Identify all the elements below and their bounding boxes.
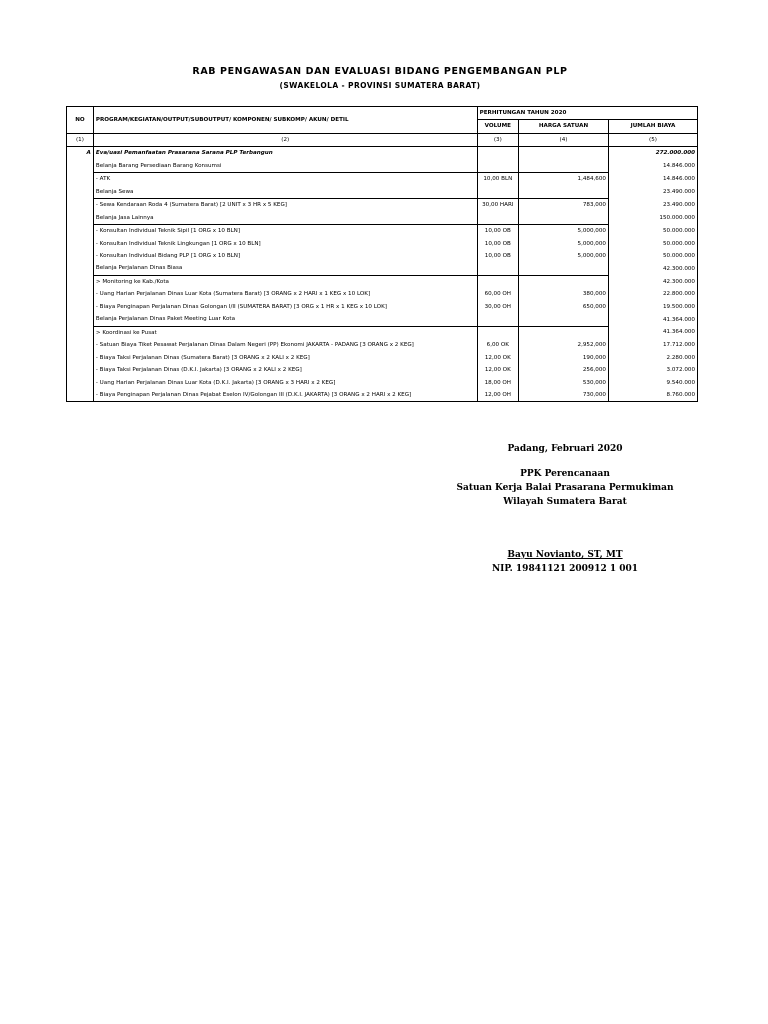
table-row [67,186,698,199]
cell-vol: 12,00 OK [477,352,518,364]
cell-jumlah: 9.540.000 [608,377,697,389]
cell-no [67,339,94,351]
cell-desc: - Konsultan Individual Teknik Lingkungan [1 ORG x 10 BLN] [93,238,477,250]
cell-harga: 190,000 [519,352,609,364]
cell-no [67,389,94,402]
cell-jumlah: 19.500.000 [608,301,697,313]
cell-vol: 10,00 OB [477,238,518,250]
index-cell: (3) [477,133,518,146]
cell-no [67,238,94,250]
table-row [67,147,698,160]
cell-vol: 60,00 OH [477,288,518,300]
table-row [67,238,698,250]
cell-no: A [67,147,94,160]
index-cell: (1) [67,133,94,146]
header-jumlah: JUMLAH BIAYA [608,120,697,133]
cell-no [67,377,94,389]
cell-no [67,160,94,173]
cell-desc: - Biaya Penginapan Perjalanan Dinas Pejabat Eselon IV/Golongan III (D.K.I. JAKARTA) [3 ORANG x 2 HARI x 2 KEG] [93,389,477,402]
cell-vol [477,326,518,339]
cell-vol: 6,00 OK [477,339,518,351]
cell-vol: 10,00 BLN [477,173,518,186]
cell-jumlah: 14.846.000 [608,173,697,186]
cell-jumlah: 41.364.000 [608,313,697,326]
cell-desc: - Biaya Taksi Perjalanan Dinas (D.K.I. Jakarta) [3 ORANG x 2 KALI x 2 KEG] [93,364,477,376]
table-row [67,364,698,376]
table-row [67,160,698,173]
document-title: RAB PENGAWASAN DAN EVALUASI BIDANG PENGEMBANGAN PLP [192,66,568,77]
cell-no [67,326,94,339]
cell-no [67,364,94,376]
table-row [67,199,698,212]
document-subtitle: (SWAKELOLA - PROVINSI SUMATERA BARAT) [279,81,481,90]
header-volume: VOLUME [477,120,518,133]
cell-jumlah: 3.072.000 [608,364,697,376]
cell-harga [519,212,609,225]
signature-place-date: Padang, Februari 2020 [507,444,623,454]
cell-desc: - Uang Harian Perjalanan Dinas Luar Kota (D.K.I. Jakarta) [3 ORANG x 3 HARI x 2 KEG] [93,377,477,389]
cell-desc: - Konsultan Individual Bidang PLP [1 ORG x 10 BLN] [93,250,477,262]
cell-desc: Belanja Sewa [93,186,477,199]
signature-region: Wilayah Sumatera Barat [503,497,627,507]
cell-harga: 5,000,000 [519,250,609,262]
cell-desc: - ATK [93,173,477,186]
cell-desc: - Uang Harian Perjalanan Dinas Luar Kota (Sumatera Barat) [3 ORANG x 2 HARI x 1 KEG x 10 LOK] [93,288,477,300]
signature-unit: Satuan Kerja Balai Prasarana Permukiman [456,483,674,493]
table-row [67,377,698,389]
cell-jumlah: 8.760.000 [608,389,697,402]
cell-vol: 12,00 OK [477,364,518,376]
cell-harga: 730,000 [519,389,609,402]
header-no: NO [67,107,94,134]
cell-desc: - Konsultan Individual Teknik Sipil [1 ORG x 10 BLN] [93,225,477,238]
cell-no [67,250,94,262]
signature-position: PPK Perencanaan [520,469,610,479]
cell-vol [477,160,518,173]
cell-desc: > Koordinasi ke Pusat [93,326,477,339]
cell-desc: Belanja Perjalanan Dinas Biasa [93,262,477,275]
cell-jumlah: 50.000.000 [608,250,697,262]
cell-vol: 18,00 OH [477,377,518,389]
cell-vol [477,186,518,199]
table-row [67,262,698,275]
cell-jumlah: 50.000.000 [608,225,697,238]
cell-jumlah: 23.490.000 [608,186,697,199]
cell-harga [519,147,609,160]
cell-no [67,275,94,288]
table-row [67,313,698,326]
cell-desc: Belanja Perjalanan Dinas Paket Meeting Luar Kota [93,313,477,326]
cell-desc: Belanja Barang Persediaan Barang Konsumsi [93,160,477,173]
cell-desc: > Monitoring ke Kab./Kota [93,275,477,288]
table-row [67,225,698,238]
cell-desc: - Biaya Taksi Perjalanan Dinas (Sumatera Barat) [3 ORANG x 2 KALI x 2 KEG] [93,352,477,364]
cell-no [67,262,94,275]
cell-no [67,212,94,225]
cell-vol [477,147,518,160]
cell-harga [519,313,609,326]
cell-desc: Eva/uasi Pemanfaatan Prasarana Sarana PLP Terbangun [93,147,477,160]
cell-harga [519,262,609,275]
cell-vol [477,313,518,326]
cell-harga: 380,000 [519,288,609,300]
cell-jumlah: 42.300.000 [608,275,697,288]
cell-jumlah: 272.000.000 [608,147,697,160]
table-row [67,326,698,339]
cell-jumlah: 41.364.000 [608,326,697,339]
header-harga: HARGA SATUAN [519,120,609,133]
cell-jumlah: 22.800.000 [608,288,697,300]
cell-no [67,313,94,326]
cell-harga: 650,000 [519,301,609,313]
cell-jumlah: 2.280.000 [608,352,697,364]
table-row [67,339,698,351]
cell-harga: 783,000 [519,199,609,212]
cell-harga [519,160,609,173]
cell-harga [519,326,609,339]
cell-harga: 256,000 [519,364,609,376]
cell-jumlah: 42.300.000 [608,262,697,275]
cell-no [67,301,94,313]
cell-no [67,288,94,300]
cell-vol [477,275,518,288]
cell-harga: 2,952,000 [519,339,609,351]
cell-jumlah: 50.000.000 [608,238,697,250]
signature-name: Bayu Novianto, ST, MT [507,550,623,560]
header-program: PROGRAM/KEGIATAN/OUTPUT/SUBOUTPUT/ KOMPONEN/ SUBKOMP/ AKUN/ DETIL [93,107,477,134]
cell-desc: - Biaya Penginapan Perjalanan Dinas Golongan I/II (SUMATERA BARAT) [3 ORG x 1 HR x 1 KEG x 10 LOK] [93,301,477,313]
table-row [67,173,698,186]
header-perhitungan: PERHITUNGAN TAHUN 2020 [477,107,697,120]
table-row [67,212,698,225]
cell-vol: 30,00 OH [477,301,518,313]
cell-jumlah: 14.846.000 [608,160,697,173]
signature-nip: NIP. 19841121 200912 1 001 [491,564,639,574]
cell-harga [519,275,609,288]
cell-harga: 5,000,000 [519,238,609,250]
cell-harga: 5,000,000 [519,225,609,238]
table-row [67,275,698,288]
cell-vol: 12,00 OH [477,389,518,402]
cell-vol [477,262,518,275]
cell-harga: 1,484,600 [519,173,609,186]
cell-no [67,225,94,238]
cell-harga [519,186,609,199]
table-row [67,288,698,300]
cell-jumlah: 17.712.000 [608,339,697,351]
cell-no [67,352,94,364]
cell-vol: 10,00 OB [477,225,518,238]
rab-table [66,106,698,402]
table-row [67,301,698,313]
cell-vol: 30,00 HARI [477,199,518,212]
cell-desc: Belanja Jasa Lainnya [93,212,477,225]
index-cell: (4) [519,133,609,146]
cell-jumlah: 23.490.000 [608,199,697,212]
cell-vol [477,212,518,225]
table-row [67,250,698,262]
cell-desc: - Sewa Kendaraan Roda 4 (Sumatera Barat) [2 UNIT x 3 HR x 5 KEG] [93,199,477,212]
cell-no [67,186,94,199]
cell-harga: 530,000 [519,377,609,389]
index-cell: (2) [93,133,477,146]
cell-jumlah: 150.000.000 [608,212,697,225]
table-row [67,389,698,402]
cell-desc: - Satuan Biaya Tiket Pesawat Perjalanan Dinas Dalam Negeri (PP) Ekonomi JAKARTA - PADANG [3 ORANG x 2 KEG] [93,339,477,351]
cell-no [67,173,94,186]
table-row [67,352,698,364]
cell-vol: 10,00 OB [477,250,518,262]
cell-no [67,199,94,212]
index-cell: (5) [608,133,697,146]
